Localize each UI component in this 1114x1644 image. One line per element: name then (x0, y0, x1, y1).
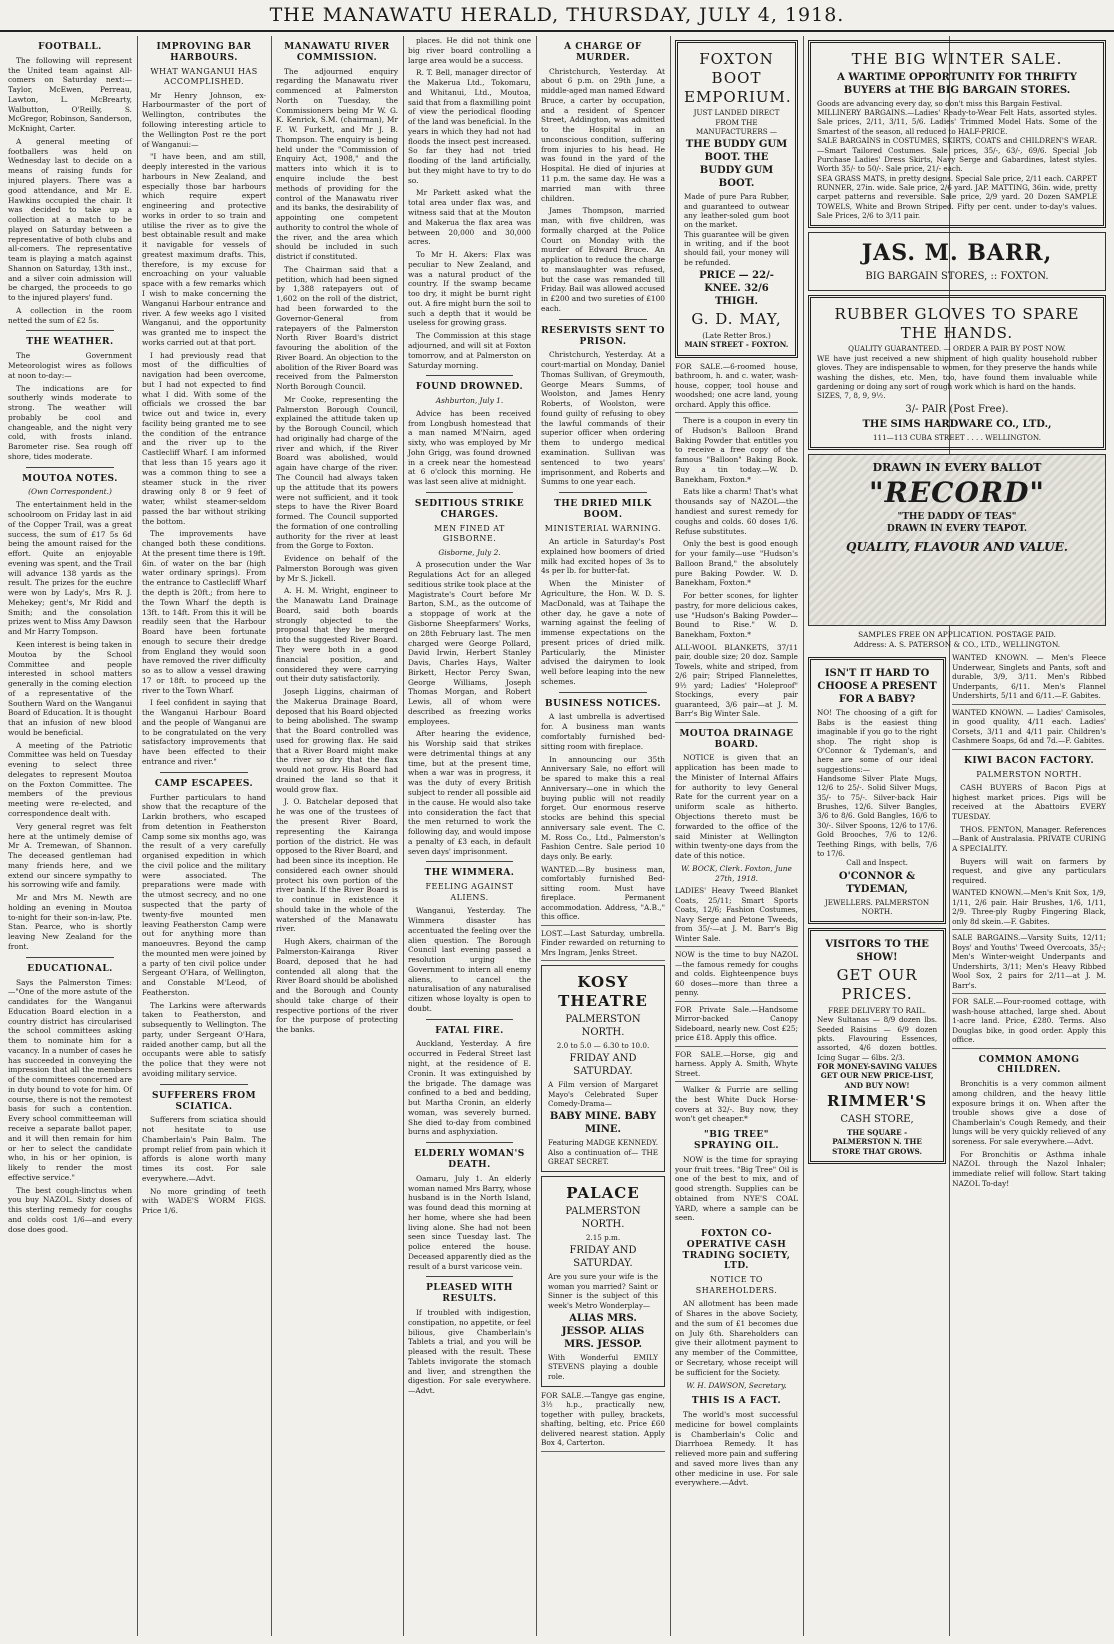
barr-name: JAS. M. BARR, (861, 240, 1053, 267)
oconnor-sub: JEWELLERS. PALMERSTON NORTH. (824, 897, 930, 916)
barr-ad (808, 232, 1106, 291)
article-paragraph: The Chairman said that a petition, which had been signed by 1,388 ratepayers out of 1,602 on the roll of the district, had been forwarded to the Governor-General from ratepayers of the Palmerston North River Board's district favouring the abolition of the River Board. An objection to the abolition of the River Board was received from the Palmerston North Borough Council. (276, 264, 398, 392)
gloves-text: WE have just received a new shipment of high quality household rubber gloves. They are indispensable to women, for they preserve the hands while washing the dishes, etc. Men, too, have found them invaluable while gardening or doing any sort of rough work which is hard on the hands. (817, 353, 1097, 391)
divider (559, 319, 647, 320)
article-paragraph: The adjourned enquiry regarding the Manawatu river commenced at Palmerston North on Tuesday, the Commissioners being Mr W. G. K. Kenrick, S.M. (chairman), Mr F. W. Furkett, and Mr J. B. Thompson. The enquiry is being held under the "Commission of Enquiry Act, 1908," and the matters into which it is to enquire include the best methods of providing for the control of the Manawatu river and its banks, the desirability of appointing one competent authority to control the whole of the river, and the area which should be included in such district if constituted. (276, 66, 398, 262)
kosy-time: 2.0 to 5.0 — 6.30 to 10.0. (556, 1040, 650, 1050)
dateline: Gisborne, July 2. (438, 547, 501, 557)
classified-blankets: ALL-WOOL BLANKETS, 37/11 pair, double size; 20 doz. Sample Towels, white and striped, from 2/6 pair; Striped Flannelettes, 9½ yard; Ladies' "Holeproof" Stockings, every pair guaranteed, 3/6 pair—at J. M. Barr's Big Winter Sale. (675, 643, 798, 723)
article-paragraph: places. He did not think one big river board controlling a large area would be a success. (408, 36, 531, 65)
article-paragraph: R. T. Bell, manager director of the Makerua Ltd., Tokomaru, and Whitanui, Ltd., Moutoa, said that from a flaxmilling point of view the periodical flooding of the land was beneficial. In the years in which they had not had floods the insect pest increased. So far they had not tried flooding of the land artificially, but they might have to try to do so. (408, 68, 532, 185)
article-paragraph: The following will represent the United team against All-comers on Saturday next:—Taylor, McEwen, Perreau, Lawton, L. McBrearty, Walbutton, O'Reilly, S. McGregor, Robinson, Sanderson, McKnight, Carter. (8, 55, 132, 134)
rimmer-address: THE SQUARE - PALMERSTON N. THE STORE THAT GROWS. (832, 1127, 922, 1156)
may-name: G. D. MAY, (691, 310, 782, 329)
article-paragraph: NOTICE is given that an application has been made to the Minister of Internal Affairs for authority to levy General Rate for the current year on a uniform scale as hitherto. Objections thereto must be forwarded to the office of the said Minister at Wellington within twenty-one days from the date of this notice. (675, 753, 798, 861)
classified-nazol: NOW is the time to buy NAZOL—the famous remedy for coughs and colds. Eighteenpence buys 60 doses—more than three a penny. (675, 950, 798, 1001)
prices-title: GET OUR PRICES. (836, 966, 918, 1004)
murder-heading: A CHARGE OF MURDER. (564, 42, 642, 63)
palace-text: Are you sure your wife is the woman you married? Saint or Sinner is the subject of this week's Metro Wonderplay— (548, 1272, 658, 1310)
article-paragraph: Joseph Liggins, chairman of the Makerua Drainage Board, deposed that his Board objected to being abolished. The swamp that the Board controlled was used for growing flax. He said that a River Board might make the river so dry that the flax would not grow. His Board had drained the land so that it would grow flax. (276, 687, 398, 794)
article-paragraph: When the Minister of Agriculture, the Hon. W. D. S. MacDonald, was at Taihape the other day, he gave a note of warning against the feeling of immense expectations on the present prices of dried milk. Particularly, the Minister advised the dairymen to look well before leaping into the new schemes. (541, 579, 665, 686)
classified-for-sale: FOR SALE.—6-roomed house, bathroom, h. and c. water, wash-house, copper, tool house and woodshed; one acre land, young orchard. Apply this office. (675, 362, 798, 413)
kosy-film: BABY MINE. BABY MINE. (549, 1111, 657, 1136)
article-paragraph: AN allotment has been made of Shares in the above Society, and the sum of £1 becomes due on July 6th. Shareholders can give their allotment payment to any member of the Committee, or Secretary, whose receipt will be sufficient for the Society. (675, 1299, 798, 1377)
gloves-title: RUBBER GLOVES TO SPARE THE HANDS. (834, 304, 1080, 342)
divider (160, 772, 248, 773)
divider (426, 861, 513, 862)
lower-right-ads (952, 653, 1106, 1191)
baby-present-ad (808, 657, 946, 924)
divider (26, 467, 114, 468)
palace-text2: With Wonderful EMILY STEVENS playing a double role. (548, 1352, 658, 1381)
gloves-price: 3/- PAIR (Post Free). (905, 403, 1009, 415)
article-paragraph: For Bronchitis or Asthma inhale NAZOL through the Nazol Inhaler; immediate relief will follow. Start taking NAZOL To-day! (952, 1149, 1106, 1188)
article-paragraph: There is a coupon in every tin of Hudson's Balloon Brand Baking Powder that entitles you to receive a free copy of the famous "Balloon" Baking Book. Buy a tin today.—W. D. Banekham, Foxton.* (675, 416, 798, 484)
article-paragraph: To Mr H. Akers: Flax was peculiar to New Zealand, and was a natural product of the country. If the swamp became too dry, it might be burnt right out. A fire might burn the soil to such a depth that it would be useless for growing grass. (408, 250, 531, 328)
byline: (Own Correspondent.) (28, 487, 112, 497)
pleased-heading: PLEASED WITH RESULTS. (426, 1283, 513, 1305)
boot-landed: JUST LANDED DIRECT FROM THE MANUFACTURERS — (693, 108, 780, 136)
kosy-text: A Film version of Margaret Mayo's Celebrated Super Comedy-Drama— (548, 1080, 658, 1108)
winter-sale-ad (808, 40, 1106, 228)
palace-title: PALACE (566, 1184, 640, 1203)
strike-subheading: MEN FINED AT GISBORNE. (434, 523, 505, 544)
divider (426, 1276, 513, 1277)
column-3 (272, 36, 402, 1632)
winter-text: Goods are advancing every day, so don't miss this Bargain Festival. (817, 98, 1063, 108)
article-paragraph: An article in Saturday's Post explained how boomers of dried milk had excited hopes of 3s to 4s per lb. for butter-fat. (541, 537, 665, 576)
winter-text: SEA GRASS MATS, in pretty designs. Special Sale price, 2/11 each. CARPET RUNNER, 27in. wide. Sale price, 2/6 yard. JAP. MATTING, 36in. wide, pretty carpet patterns and reversible. Sale price, 2/9 yard. 20 Dozen SAMPLE TOWELS, White and Brown Striped. Fifty per cent. under to-day's values. Sale Prices, 2/6 to 3/11 pair. (817, 173, 1097, 221)
article-paragraph: Mr Henry Johnson, ex-Harbourmaster of the port of Wellington, contributes the following interesting article to the Wellington Post re the port of Wanganui:— (142, 90, 266, 149)
article-paragraph: THOS. FENTON, Manager. References—Bank of Australasia. PRIVATE CURING A SPECIALITY. (952, 824, 1106, 853)
article-paragraph: Walker & Furrie are selling the best White Duck Horse-covers at 32/-. Buy now, they won't get cheaper.* (675, 1085, 798, 1124)
dried-milk-subheading: MINISTERIAL WARNING. (544, 523, 662, 533)
article-paragraph: CASH BUYERS of Bacon Pigs at highest market prices. Pigs will be received at the Abattoirs EVERY TUESDAY. (952, 783, 1106, 822)
strike-heading: SEDITIOUS STRIKE CHARGES. (414, 498, 525, 520)
article-paragraph: NOW is the time for spraying your fruit trees. "Big Tree" Oil is one of the best to mix, and of good strength. Supplies can be obtained from NYE'S COAL YARD, where a sample can be seen. (675, 1154, 798, 1223)
article-paragraph: Sufferers from sciatica should not hesitate to use Chamberlain's Pain Balm. The prompt relief from pain which it affords is alone worth many times its cost. For sale everywhere.—Advt. (142, 1115, 266, 1183)
winter-sub: A WARTIME OPPORTUNITY FOR THRIFTY BUYERS at THE BIG BARGAIN STORES. (837, 71, 1077, 96)
article-paragraph: Mr and Mrs M. Newth are holding an evening in Moutoa to-night for their son-in-law, Pte. Stan. Pearce, who is shortly leaving New Zealand for the front. (8, 893, 132, 951)
gloves-sizes: SIZES, 7, 8, 9, 9½. (817, 391, 886, 401)
kiwi-place: PALMERSTON NORTH. (976, 769, 1082, 779)
lower-left-ads (808, 653, 946, 1191)
sims-address: 111—113 CUBA STREET . . . . WELLINGTON. (872, 432, 1042, 442)
column-6 (671, 36, 802, 1632)
boot-text2: This guarantee will be given in writing, and if the boot should fail, your money will be refunded. (684, 229, 789, 267)
boot-title: FOXTON BOOT EMPORIUM. (684, 50, 792, 106)
rimmer-ad (808, 928, 946, 1164)
tea-brand: "RECORD" (868, 476, 1045, 510)
winter-text: SALE BARGAINS in COSTUMES, SKIRTS, COATS and CHILDREN'S WEAR.—Smart Tailored Costumes. Sale prices, 35/-, 63/-, 69/6. Special Job Purchase Ladies' Dress Skirts, Navy Serge and Gabardines, latest styles. Worth 35/- to 50/-. Sale price, 21/- each. (817, 136, 1097, 174)
coop-heading: FOXTON CO-OPERATIVE CASH TRADING SOCIETY, LTD. (682, 1229, 791, 1272)
kosy-theatre-ad (541, 965, 665, 1172)
found-drowned-heading: FOUND DROWNED. (415, 382, 524, 393)
article-paragraph: Keen interest is being taken in Moutoa by the School Committee and people interested in school matters generally in the coming election of a representative of the Southern Ward on the Wanganui Board of Education. It is thought that an infusion of new blood would be beneficial. (8, 639, 132, 737)
rimmer-name: RIMMER'S (827, 1092, 928, 1111)
article-paragraph: Very general regret was felt here at the untimely demise of Mr A. Tremewan, of Shannon. The deceased gentleman had many friends here, and we extend our sincere sympathy to his sorrowing wife and family. (8, 821, 132, 890)
article-paragraph: Mr Cooke, representing the Palmerston Borough Council, explained the attitude taken up by the Borough Council, which had originally had charge of the river and which, if the River Board was abolished, would again have charge of the river. The Council had always taken up the attitude that its powers were not sufficient, and it took steps to have the River Board formed. The Council supported the formation of one controlling authority for the river at least from the Gorge to Foxton. (276, 394, 398, 551)
tea-sub: "THE DADDY OF TEAS" (897, 512, 1017, 523)
classified-wanted: WANTED KNOWN. — Ladies' Camisoles, in good quality, 4/11 each. Ladies' Corsets, 3/11 and 4/11 pair. Children's Cashmere Soaps, 6d and 7d.—F. Gabites. (952, 708, 1106, 750)
winter-title: THE BIG WINTER SALE. (851, 50, 1063, 68)
rimmer-sub: CASH STORE, (840, 1113, 914, 1125)
reservists-heading: RESERVISTS SENT TO PRISON. (541, 325, 665, 347)
winter-text: MILLINERY BARGAINS.—Ladies' Ready-to-Wear Felt Hats, assorted styles. Sale prices, 2/11, 3/11, 5/6. Ladies' Trimmed Model Hats. Some of the Smartest of the season, all reduced to HALF-PRICE. (817, 108, 1097, 136)
wimmera-subheading: FEELING AGAINST ALIENS. (425, 882, 514, 902)
divider (559, 692, 647, 693)
classified-private-sale: FOR Private Sale.—Handsome Mirror-backed Canopy Sideboard, nearly new. Cost £25; price £18. Apply this office. (675, 1005, 798, 1047)
prices-list: New Sultanas — 8/9 dozen lbs. Seeded Raisins — 6/9 dozen pkts. Flavouring Essences, assorted, 4/6 dozen bottles. Icing Sugar — 6lbs. 2/3. (817, 1015, 938, 1062)
divider (26, 330, 114, 331)
article-paragraph: Eats like a charm! That's what thousands say of NAZOL—the handiest and surest remedy for coughs and colds. 60 doses 1/6. Refuse substitutes. (675, 487, 798, 536)
article-paragraph: Christchurch, Yesterday. At a court-martial on Monday, Daniel Thomas Sullivan, of Greymouth, George Mears Summs, of Woolston, and James Henry Roberts, of Woolston, were found guilty of refusing to obey the lawful commands of their superior officer when ordering them to undergo medical examination. Sullivan was sentenced to two years' imprisonment, and Roberts and Summs to one year each. (541, 350, 665, 487)
gloves-sub: QUALITY GUARANTEED. — ORDER A PAIR BY POST NOW. (848, 344, 1066, 354)
article-paragraph: For better scones, for lighter pastry, for more delicious cakes, use "Hudson's Baking Powder—Bound to Rise." W. D. Banekham, Foxton.* (675, 591, 798, 640)
coop-notice: NOTICE TO SHAREHOLDERS. (695, 1275, 778, 1295)
classified-wanted: WANTED.—By business man, comfortably furnished Bed-sitting room. Must have fireplace. Permanent accommodation. Address, "A.B.," this office. (541, 865, 665, 926)
article-paragraph: The entertainment held in the schoolroom on Friday last in aid of the Copper Trail, was a great success, the sum of £17 5s 6d being the amount raised for the effort. Quite an enjoyable evening was spent, and the Trail will advance 138 yards as the result. The prizes for the euchre were won by Lady's, Mrs R. J. Mehekey; gent's, Mr Ridd and Smith; and the consolation prizes went to Miss Amy Dawson and Mr Harry Tompson. (8, 500, 132, 637)
article-paragraph: Wanganui, Yesterday. The Wimmera disaster has accentuated the feeling over the alien question. The Borough Council last evening passed a resolution urging the Government to intern all enemy aliens, to cancel the naturalisation of any naturalised citizen whose loyalty is open to doubt. (408, 906, 531, 1013)
article-paragraph: A meeting of the Patriotic Committee was held on Tuesday evening to select three delegates to represent Moutoa on the Foxton Committee. The members of the previous meeting were re-elected, and correspondence dealt with. (8, 740, 132, 818)
article-paragraph: A general meeting of footballers was held on Wednesday last to decide on a means of raising funds for injured players. There was a good attendance, and Mr E. Hawkins occupied the chair. It was decided to take up a collection at a match to be played on Saturday between a representative of both clubs and all-comers. The representative team is playing a match against Shannon on Saturday, 13th inst., and a silver coin admission will be charged, the proceeds to go to the injured players' fund. (8, 136, 132, 303)
divider (559, 492, 647, 493)
sciatica-heading: SUFFERERS FROM SCIATICA. (151, 1090, 257, 1112)
masthead: THE MANAWATU HERALD, THURSDAY, JULY 4, 1918. (0, 0, 1114, 32)
article-paragraph: J. O. Batchelar deposed that he was one of the trustees of the present River Board, representing the Kairanga portion of the district. He was opposed to the River Board, and had been since its inception. He considered each owner should protect his own portion of the river bank. If the River Board is to continue in existence it should take in the whole of the watershed of the Manawatu river. (276, 797, 398, 934)
column-2 (138, 36, 270, 1632)
article-paragraph: Christchurch, Yesterday. At about 6 p.m. on 29th June, a middle-aged man named Edward Bruce, a carter by occupation, and a resident of Spencer Street, Addington, was admitted to the Hospital in an unconscious condition, suffering from injuries to his head. He was found in the yard of the Hospital. He died of injuries at 11 p.m. the same day. He was a married man with three children. (541, 66, 665, 203)
article-paragraph: The indications are for southerly winds moderate to strong. The weather will probably be cool and changeable, and the night very cold, with frosts inland. Barometer rise. Sea rough off shore, tides moderate. (8, 383, 132, 461)
article-paragraph: In announcing our 35th Anniversary Sale, no effort will be spared to make this a real Anniversary—one in which the buying public will not readily forget. Our enormous reserve stocks are behind this special anniversary sale event. The C. M. Ross Co., Ltd., Palmerston's Fashion Centre. Sale period 10 days only. Be early. (541, 754, 665, 862)
weather-heading: THE WEATHER. (26, 337, 114, 348)
divider (426, 1142, 513, 1143)
elderly-woman-heading: ELDERLY WOMAN'S DEATH. (414, 1149, 525, 1170)
article-paragraph: Says the Palmerston Times:—"One of the more astute of the candidates for the Wanganui Education Board election in a country district has circularised the school committees asking them to nominate him for a vacancy. In a number of cases he has succeeded in conveying the impression that all the members of the committees concerned are in duty bound to vote for him. Of course, there is not the remotest basis for such a contention. Every school committeeman will receive a separate ballot paper, and it will then remain for him or her to select the candidate who, in his or her opinion, is likely to render the most effective service." (8, 977, 132, 1182)
signature: W. BOCK, Clerk. Foxton, June 27th, 1918. (681, 863, 792, 883)
classified-bargains: SALE BARGAINS.—Varsity Suits, 12/11; Boys' and Youths' Tweed Overcoats, 35/-; Men's Winter-weight Underpants and Undershirts, 3/11; Men's Heavy Ribbed Wool Sox, 2 pairs for 2/11—at J. M. Barr's. (952, 933, 1106, 994)
divider (426, 1019, 513, 1020)
moutoa-heading: MOUTOA NOTES. (22, 473, 118, 484)
lower-ads-row (808, 653, 1106, 1191)
article-paragraph: Only the best is good enough for your family—use "Hudson's Balloon Brand," the absolutely pure Baking Powder. W. D. Banekham, Foxton.* (675, 539, 798, 588)
children-heading: COMMON AMONG CHILDREN. (978, 1054, 1080, 1076)
tea-top: DRAWN IN EVERY BALLOT (872, 460, 1042, 474)
article-paragraph: The Larkins were afterwards taken to Featherston, and subsequently to Wellington. The party, under Sergeant O'Hara, raided another camp, but all the occupants were able to satisfy the police that they were not avoiding military service. (142, 1000, 266, 1078)
kosy-place: PALMERSTON NORTH. (565, 1013, 641, 1038)
classified-for-sale: FOR SALE.—Four-roomed cottage, with wash-house attached, large shed. About 1-acre land. Price, £280. Terms. Also Douglas bike, in good order. Apply this office. (952, 997, 1106, 1048)
article-paragraph: A collection in the room netted the sum of £2 5s. (8, 305, 132, 325)
kosy-text2: Featuring MADGE KENNEDY. Also a continuation of— THE GREAT SECRET. (548, 1138, 658, 1166)
river-commission-heading: MANAWATU RIVER COMMISSION. (284, 42, 390, 63)
article-paragraph: The best cough-linctus when you buy NAZOL. Sixty doses of this sterling remedy for coughs and colds cost 1/6—and every dose does good. (8, 1185, 132, 1234)
article-paragraph: Bronchitis is a very common ailment among children, and the heavy little exposure brings it on. When after the trouble shows give a dose of Chamberlain's Cough Remedy, and their lungs will be very quickly relieved of any soreness. For sale everywhere.—Advt. (952, 1079, 1106, 1147)
article-paragraph: The Commission at this stage adjourned, and will sit at Foxton tomorrow, and at Palmerston on Saturday morning. (408, 331, 531, 370)
baby-title: ISN'T IT HARD TO CHOOSE A PRESENT FOR A BABY? (817, 668, 937, 706)
classified-wanted: WANTED KNOWN. — Men's Fleece Underwear, Singlets and Pants, soft and durable, 3/9, 3/11. Men's Ribbed Underpants, 6/11. Men's Flannel Undershirts, 5/11 and 6/11.—F. Gabites. (952, 653, 1106, 704)
baby-call: Call and Inspect. (846, 858, 908, 868)
article-paragraph: The Government Meteorologist wires as follows at noon to-day:— (8, 351, 132, 380)
business-notices-heading: BUSINESS NOTICES. (545, 698, 661, 709)
divider (26, 957, 114, 958)
kosy-title: KOSY THEATRE (558, 973, 648, 1011)
record-tea-ad (808, 454, 1106, 626)
classified-for-sale: FOR SALE.—Tangye gas engine, 3½ h.p., practically new, together with pulley, brackets, shafting, belting, etc. Price £60 delivered nearest station. Apply Box 4, Carterton. (541, 1391, 665, 1452)
article-paragraph: Further particulars to hand show that the recapture of the Larkin brothers, who escaped from detention in Featherston Camp some six months ago, was the result of a very carefully organised expedition in which the civil police and the military were associated. The preparations were made with the utmost secrecy, and no one suspected that the party of twenty-five mounted men leaving Featherston Camp were out for anything more than manoeuvres. Beyond the camp the mounted men were joined by a party of ten civil police under Sergeant O'Hara, of Wellington, and Constable M'Leod, of Featherston. (142, 792, 266, 997)
article-paragraph: "I have been, and am still, deeply interested in the various harbours in New Zealand, and especially those bar harbours which require expert engineering and protective works in order to so train and utilise the river as to give the best obtainable result and make it navigable for vessels of greatest maximum drafts. This, therefore, is my excuse for encroaching on your valuable space with a few remarks which I wish to make concerning the Wanganui Harbour entrance and river. A few weeks ago I visited Wanganui, and the opportunity was granted me to inspect the works carried out at that port. (142, 152, 266, 347)
article-paragraph: I feel confident in saying that the Wanganui Harbour Board and the people of Wanganui are to be congratulated on the very satisfactory improvements that have been effected to their entrance and river." (142, 698, 266, 766)
divider (160, 1084, 248, 1085)
football-heading: FOOTBALL. (38, 42, 102, 52)
tea-line: DRAWN IN EVERY TEAPOT. (886, 524, 1028, 535)
rubber-gloves-ad (808, 295, 1106, 450)
prices-sub: FREE DELIVERY TO RAIL. (828, 1005, 927, 1015)
article-paragraph: Buyers will wait on farmers by request, and give any particulars required. (952, 856, 1106, 885)
palace-days: FRIDAY AND SATURDAY. (569, 1245, 637, 1270)
dateline: Ashburton, July 1. (435, 396, 504, 406)
article-paragraph: I had previously read that most of the difficulties of navigation had been overcome, but I had not expected to find what I did. With some of the officials we crossed the bar twice out and twice in, every facility being granted me to see the condition of the entrance and the river up to the Castlecliff Wharf. I am informed that less than 15 years ago it was a common thing to see a steamer stuck in the river drawing only 8 or 9 feet of water, whilst steamer-seldom passed the bar without striking the bottom. (142, 350, 266, 526)
column-4 (404, 36, 535, 1632)
boot-text: Made of pure Para Rubber, and guaranteed to outwear any leather-soled gum boot on the market. (684, 192, 789, 230)
fatal-fire-heading: FATAL FIRE. (435, 1025, 504, 1036)
palace-film: ALIAS MRS. JESSOP. ALIAS MRS. JESSOP. (561, 1312, 645, 1350)
article-paragraph: Auckland, Yesterday. A fire occurred in Federal Street last night, at the residence of E. Cronin. It was extinguished by the brigade. The damage was confined to a bed and bedding, but Martha Cronin, an elderly woman, was severely burned. She died to-day from combined burns and asphyxiation. (408, 1039, 531, 1137)
classified-wanted: WANTED KNOWN.—Men's Knit Sox, 1/9, 1/11, 2/6 pair. Hair Brushes, 1/6, 1/11, 2/9. Three-ply Rugby Fingering Black, only 8d skein.—F. Gabites. (952, 888, 1106, 930)
classified-lost: LOST.—Last Saturday, umbrella. Finder rewarded on returning to Mrs Ingram, Jenks Street. (541, 929, 665, 961)
drainage-heading: MOUTOA DRAINAGE BOARD. (679, 728, 794, 750)
visitors-title: VISITORS TO THE SHOW! (825, 939, 929, 964)
divider (426, 375, 513, 376)
sims-name: THE SIMS HARDWARE CO., LTD., (862, 418, 1052, 430)
dried-milk-heading: THE DRIED MILK BOOM. (554, 499, 652, 520)
article-paragraph: James Thompson, married man, with five children, was formally charged at the Police Court on Monday with the murder of Edward Bruce. An application to reduce the charge to manslaughter was refused, but the case was remanded till Friday. Bail was allowed accused in £200 and two sureties of £100 each. (541, 206, 665, 313)
escapees-heading: CAMP ESCAPEES. (154, 778, 254, 789)
signature: W. H. DAWSON, Secretary. (686, 1380, 787, 1390)
tea-quality: QUALITY, FLAVOUR AND VALUE. (846, 540, 1068, 555)
bigtree-heading: "BIG TREE" SPRAYING OIL. (694, 1130, 779, 1151)
boot-emporium-ad (675, 40, 798, 358)
educational-heading: EDUCATIONAL. (27, 963, 113, 974)
article-paragraph: The world's most successful medicine for bowel complaints is Chamberlain's Colic and Diarrhoea Remedy. It has relieved more pain and suffering and saved more lives than any other medicine in use. For sale everywhere.—Advt. (675, 1410, 798, 1488)
article-paragraph: If troubled with indigestion, constipation, no appetite, or feel bilious, give Chamberlain's Tablets a trial, and you will be pleased with the result. These Tablets invigorate the stomach and liver, and strengthen the digestion. For sale everywhere.—Advt. (408, 1307, 531, 1396)
baby-text: NO! The choosing of a gift for Babs is the easiest thing imaginable if you go to the right shop. The right shop is O'Connor & Tydeman's, and here are some of our ideal suggestions:— (817, 708, 938, 774)
fact-heading: THIS IS A FACT. (691, 1396, 782, 1407)
prices-cta: FOR MONEY-SAVING VALUES GET OUR NEW PRICE-LIST, AND BUY NOW! (817, 1061, 938, 1090)
article-paragraph: A prosecution under the War Regulations Act for an alleged seditious strike took place at the Magistrate's Court before Mr Barton, S.M., as the outcome of a stoppage of work at the Gisborne Sheepfarmers' Works, on 28th February last. The men charged were George Pollard, David Irwin, Herbert Stanley Davis, Charles Hays, Walter Birkett, Hector Percy Swan, George Williams, Joseph Thomas Morgan, and Robert Lewis, all of whom were described as freezing works employees. (408, 560, 531, 726)
article-paragraph: Oamaru, July 1. An elderly woman named Mrs Barry, whose husband is in the North Island, was found dead this morning at her home, where she had been living alone. She had not been seen since Tuesday last. The police entered the house. Deceased apparently died as the result of a burst varicose vein. (408, 1173, 531, 1271)
article-paragraph: After hearing the evidence, his Worship said that strikes were detrimental things at any time, but at the present time, when a war was in progress, it was the duty of every British subject to render all possible aid in the cause. He would also take into consideration the fact that the men returned to work the following day, and would impose a penalty of £3 each, in default seven days' imprisonment. (408, 729, 531, 856)
article-paragraph: Mr Parkett asked what the total area under flax was, and witness said that at the Mouton and Makerua the flax area was between 20,000 and 30,000 acres. (408, 188, 531, 247)
divider (426, 492, 513, 493)
article-paragraph: Evidence on behalf of the Palmerston Borough was given by Mr S. Jickell. (276, 554, 398, 583)
palace-theatre-ad (541, 1176, 665, 1387)
article-paragraph: A last umbrella is advertised for. A business man wants comfortably furnished bed-sitting room with fireplace. (541, 712, 665, 751)
may-address: MAIN STREET - FOXTON. (684, 340, 789, 350)
article-paragraph: A. H. M. Wright, engineer to the Manawatu Land Drainage Board, said both boards strongly objected to the proposal that they be merged into the suggested River Board. They were both in a good financial position, and considered they were carrying out their duty satisfactorily. (276, 586, 398, 684)
palace-place: PALMERSTON NORTH. (565, 1206, 641, 1231)
kiwi-bacon-heading: KIWI BACON FACTORY. (964, 755, 1095, 766)
harbours-subheading: WHAT WANGANUI HAS ACCOMPLISHED. (150, 66, 258, 87)
oconnor-name: O'CONNOR & TYDEMAN, (838, 870, 916, 895)
column-7 (804, 36, 1110, 1632)
article-paragraph: No more grinding of teeth with WADE'S WORM FIGS. Price 1/6. (142, 1186, 266, 1216)
kosy-days: FRIDAY AND SATURDAY. (569, 1053, 637, 1078)
harbours-heading: IMPROVING BAR HARBOURS. (156, 42, 252, 63)
wimmera-heading: THE WIMMERA. (424, 868, 515, 879)
classified-horse: FOR SALE.—Horse, gig and harness. Apply A. Smith, Whyte Street. (675, 1050, 798, 1082)
barr-sub: BIG BARGAIN STORES, :: FOXTON. (865, 270, 1049, 282)
article-paragraph: Hugh Akers, chairman of the Palmerston-Kairanga River Board, deposed that he had contended all along that the River Board should be abolished and the Borough and County should take charge of their respective portions of the river for the purpose of protecting the banks. (276, 937, 398, 1035)
tea-address: Address: A. S. PATERSON & CO., LTD., WELLINGTON. (853, 639, 1061, 649)
classified-tweed: LADIES' Heavy Tweed Blanket Coats, 25/11; Smart Sports Coats, 12/6; Fashion Costumes, Navy Serge and Petone Tweeds, from 35/-—at J. M. Barr's Big Winter Sale. (675, 886, 798, 947)
tea-samples: SAMPLES FREE ON APPLICATION. POSTAGE PAID. (858, 629, 1056, 639)
boot-price: PRICE — 22/- KNEE. 32/6 THIGH. (699, 270, 774, 308)
boot-name: THE BUDDY GUM BOOT. THE BUDDY GUM BOOT. (685, 139, 788, 190)
column-5 (537, 36, 669, 1632)
palace-time: 2.15 p.m. (585, 1233, 621, 1243)
article-paragraph: Advice has been received from Longbush homestead that a man named M'Nairn, aged sixty, who was employed by Mr John Grigg, was found drowned in a creek near the homestead at 6 o'clock this morning. He was last seen alive at midnight. (408, 408, 531, 487)
baby-list: Handsome Silver Plate Mugs, 12/6 to 25/-. Solid Silver Mugs, 35/- to 75/-. Silver-back Hair Brushes, 12/6. Silver Bangles, 3/6 to 8/6. Gold Bangles, 16/6 to 30/-. Silver Spoons, 12/6 to 17/6. Gold Brooches, 7/6 to 12/6. Teething Rings, with bells, 7/6 to 17/6. (817, 773, 938, 858)
article-paragraph: The improvements have changed both these conditions. At the present time there is 19ft. 6in. of water on the bar (high water ordinary springs). From the entrance to Castlecliff Wharf the depth is 20ft.; from here to the Town Wharf the depth is 13ft. to 14ft. From this it will be readily seen that the Harbour Board have been fortunate enough to secure their dredge from England they would soon have removed the river difficulty so as to allow a vessel drawing 17 or 18ft. to proceed up the river to the Town Wharf. (142, 529, 266, 695)
may-sub: (Late Retter Bros.) (702, 330, 771, 340)
column-1 (4, 36, 136, 1632)
